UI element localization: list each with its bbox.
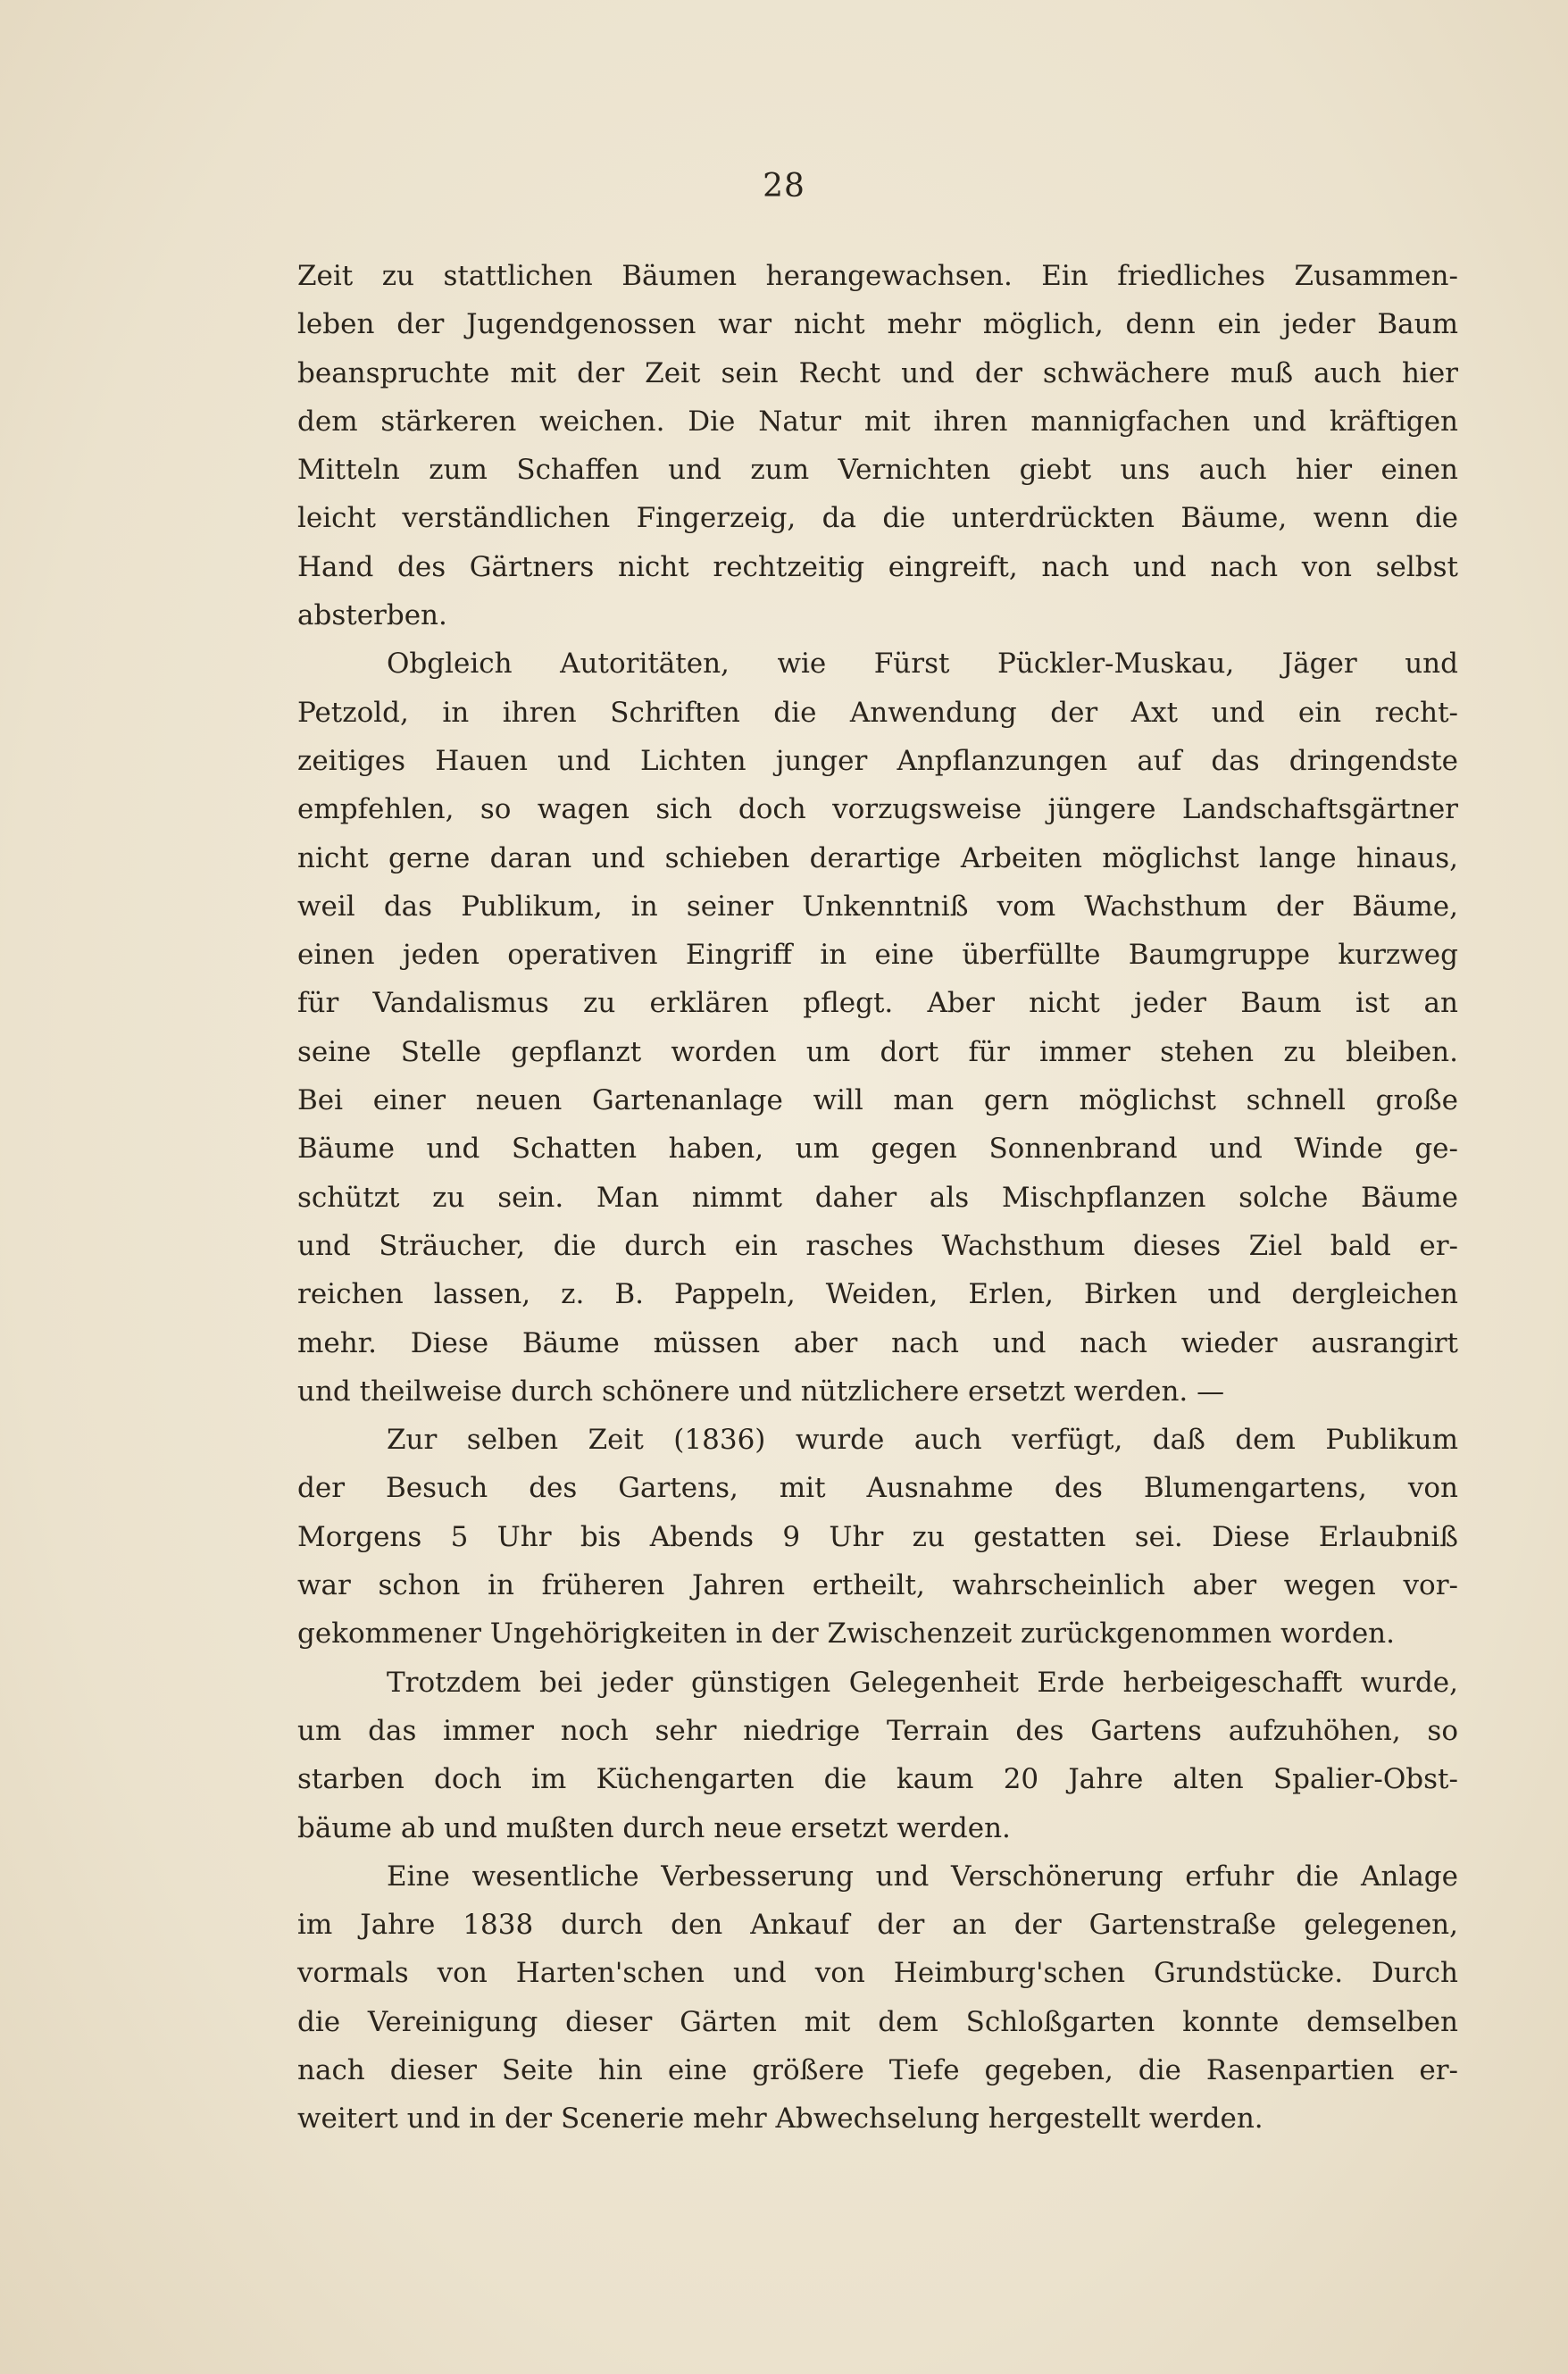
text-line: mehr. Diese Bäume müssen aber nach und nach wieder ausrangirt (297, 1326, 1458, 1359)
text-line: für Vandalismus zu erklären pflegt. Aber nicht jeder Baum ist an (297, 987, 1458, 1020)
page-number: 28 (763, 168, 805, 205)
text-line: Hand des Gärtners nicht rechtzeitig eingreift, nach und nach von selbst (297, 550, 1458, 583)
text-line: Eine wesentliche Verbesserung und Verschönerung erfuhr die Anlage (387, 1860, 1458, 1893)
text-line: schützt zu sein. Man nimmt daher als Mischpflanzen solche Bäume (297, 1181, 1458, 1214)
text-line: Zur selben Zeit (1836) wurde auch verfügt, daß dem Publikum (387, 1424, 1458, 1457)
text-line: beanspruchte mit der Zeit sein Recht und der schwächere muß auch hier (297, 356, 1458, 389)
text-line: war schon in früheren Jahren ertheilt, wahrscheinlich aber wegen vor- (297, 1569, 1458, 1602)
text-line: im Jahre 1838 durch den Ankauf der an der Gartenstraße gelegenen, (297, 1909, 1458, 1942)
text-line: Obgleich Autoritäten, wie Fürst Pückler-Muskau, Jäger und (387, 648, 1458, 681)
text-line: vormals von Harten'schen und von Heimburg'schen Grundstücke. Durch (297, 1957, 1458, 1990)
text-line: nicht gerne daran und schieben derartige Arbeiten möglichst lange hinaus, (297, 841, 1458, 874)
text-line: Trotzdem bei jeder günstigen Gelegenheit Erde herbeigeschafft wurde, (387, 1666, 1458, 1699)
text-line: der Besuch des Gartens, mit Ausnahme des Blumengartens, von (297, 1472, 1458, 1505)
text-line: und Sträucher, die durch ein rasches Wachsthum dieses Ziel bald er- (297, 1229, 1458, 1262)
text-line: Petzold, in ihren Schriften die Anwendung der Axt und ein recht- (297, 696, 1458, 729)
text-line: weitert und in der Scenerie mehr Abwechselung hergestellt werden. (297, 2102, 1264, 2136)
text-line: seine Stelle gepflanzt worden um dort für immer stehen zu bleiben. (297, 1035, 1458, 1068)
text-line: Bäume und Schatten haben, um gegen Sonnenbrand und Winde ge- (297, 1133, 1458, 1166)
text-line: die Vereinigung dieser Gärten mit dem Schloßgarten konnte demselben (297, 2005, 1458, 2038)
text-line: leben der Jugendgenossen war nicht mehr möglich, denn ein jeder Baum (297, 308, 1458, 341)
text-line: absterben. (297, 599, 447, 632)
text-line: gekommener Ungehörigkeiten in der Zwischenzeit zurückgenommen worden. (297, 1617, 1395, 1651)
text-line: und theilweise durch schönere und nützlichere ersetzt werden. — (297, 1375, 1225, 1408)
text-line: Morgens 5 Uhr bis Abends 9 Uhr zu gestatten sei. Diese Erlaubniß (297, 1520, 1458, 1553)
text-line: zeitiges Hauen und Lichten junger Anpflanzungen auf das dringendste (297, 744, 1458, 777)
text-line: starben doch im Küchengarten die kaum 20 Jahre alten Spalier-Obst- (297, 1763, 1458, 1796)
text-line: um das immer noch sehr niedrige Terrain des Gartens aufzuhöhen, so (297, 1714, 1458, 1747)
text-line: einen jeden operativen Eingriff in eine überfüllte Baumgruppe kurzweg (297, 939, 1458, 972)
text-line: leicht verständlichen Fingerzeig, da die unterdrückten Bäume, wenn die (297, 502, 1458, 535)
text-line: dem stärkeren weichen. Die Natur mit ihren mannigfachen und kräftigen (297, 405, 1458, 438)
text-line: Zeit zu stattlichen Bäumen herangewachsen. Ein friedliches Zusammen- (297, 260, 1458, 292)
text-line: reichen lassen, z. B. Pappeln, Weiden, Erlen, Birken und dergleichen (297, 1278, 1458, 1311)
body-text (297, 252, 1458, 2144)
text-line: Bei einer neuen Gartenanlage will man gern möglichst schnell große (297, 1084, 1458, 1117)
text-line: empfehlen, so wagen sich doch vorzugsweise jüngere Landschaftsgärtner (297, 793, 1458, 826)
text-line: nach dieser Seite hin eine größere Tiefe gegeben, die Rasenpartien er- (297, 2053, 1458, 2086)
text-line: Mitteln zum Schaffen und zum Vernichten giebt uns auch hier einen (297, 454, 1458, 487)
text-line: bäume ab und mußten durch neue ersetzt werden. (297, 1811, 1011, 1844)
text-line: weil das Publikum, in seiner Unkenntniß vom Wachsthum der Bäume, (297, 890, 1458, 923)
